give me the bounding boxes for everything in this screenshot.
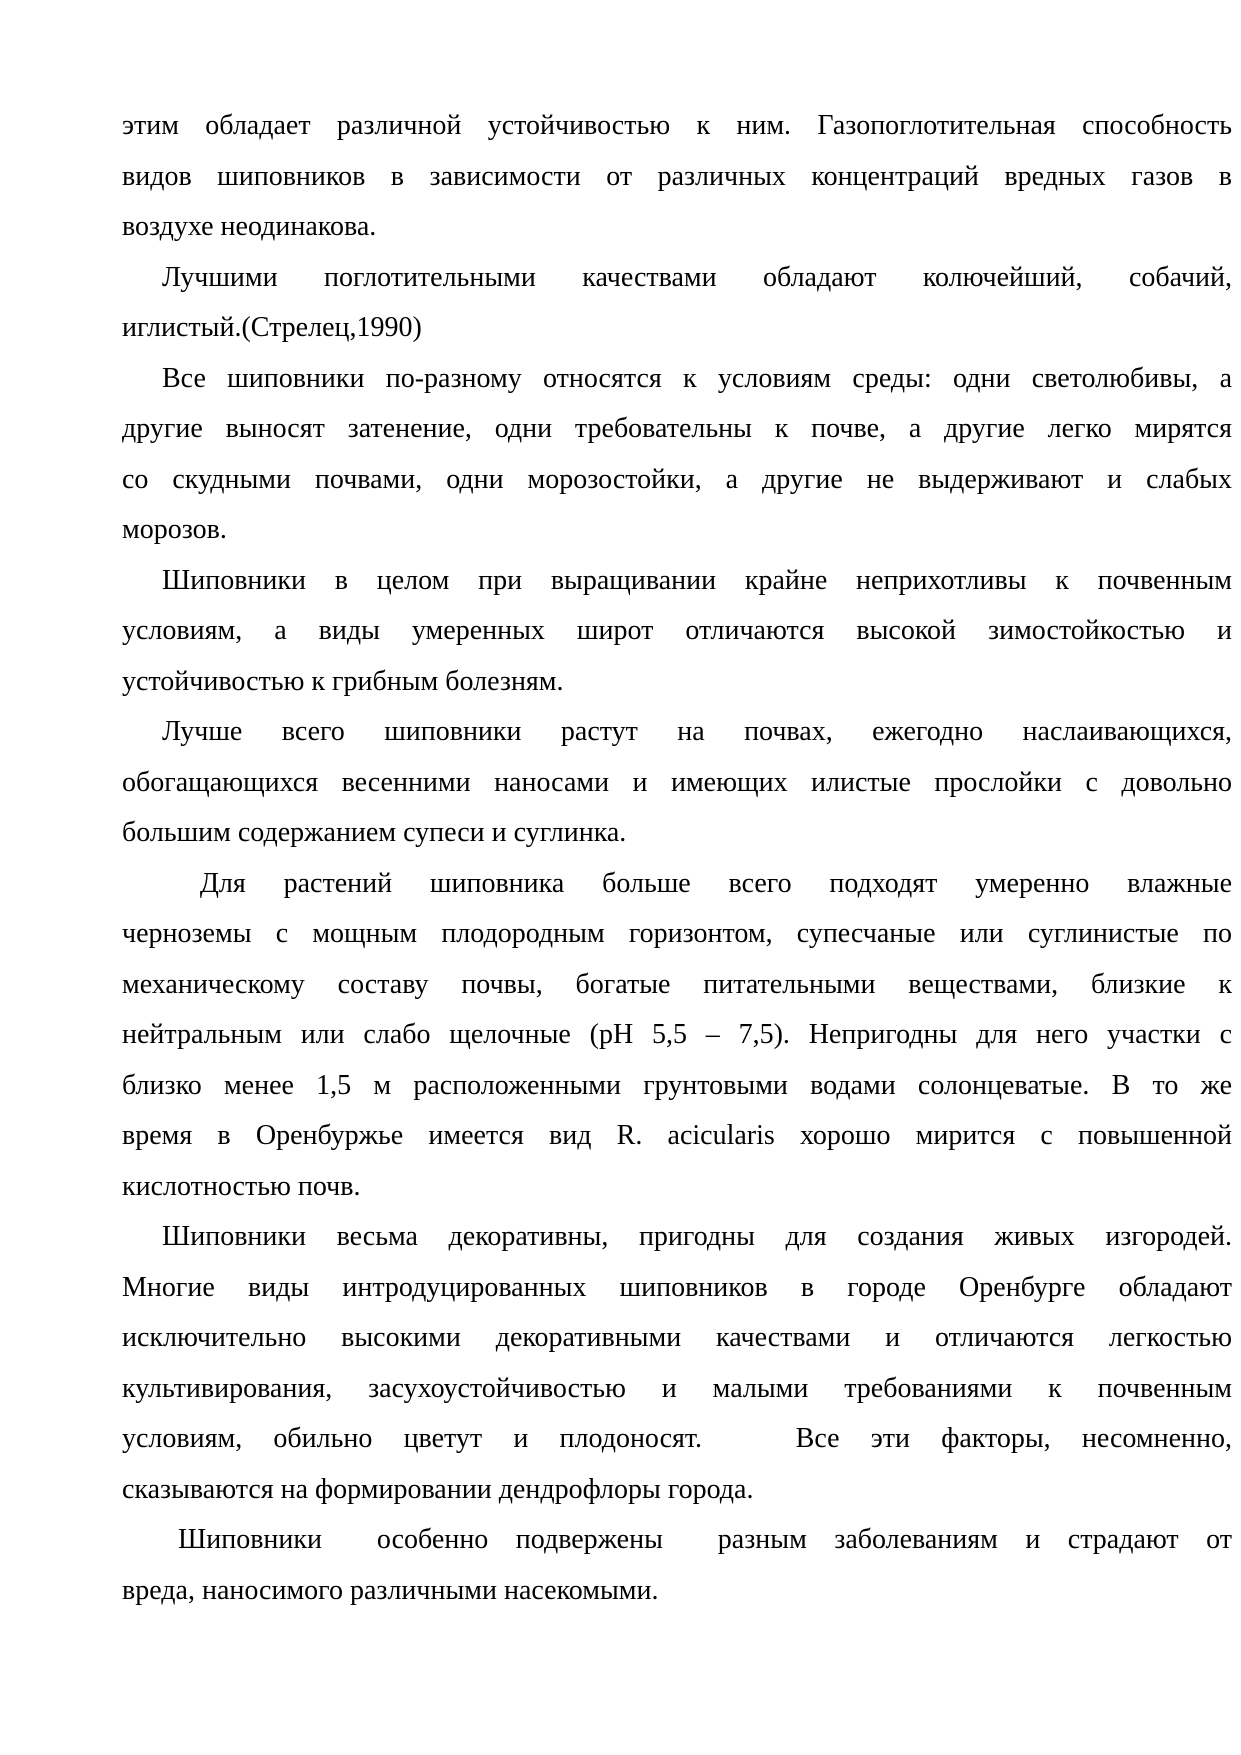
text-line: условиям, обильно цветут и плодоносят. Все эти факторы, несомненно, <box>122 1423 1232 1454</box>
paragraph <box>122 101 1232 253</box>
text-line: Шиповники весьма декоративны, пригодны для создания живых изгородей. <box>162 1221 1232 1252</box>
text-line: воздухе неодинакова. <box>122 211 377 242</box>
text-line: кислотностью почв. <box>122 1170 361 1202</box>
text-line: видов шиповников в зависимости от различных концентраций вредных газов в <box>122 160 1232 192</box>
paragraph <box>122 859 1232 1213</box>
text-line: сказываются на формировании дендрофлоры города. <box>122 1473 754 1505</box>
paragraph <box>122 1515 1232 1616</box>
paragraph <box>122 556 1232 708</box>
text-line: культивирования, засухоустойчивостью и малыми требованиями к почвенным <box>122 1372 1232 1404</box>
paragraph <box>122 253 1232 354</box>
text-line: Лучше всего шиповники растут на почвах, ежегодно наслаивающихся, <box>162 716 1232 747</box>
paragraph <box>122 707 1232 859</box>
text-line: Многие виды интродуцированных шиповников в городе Оренбурге обладают <box>122 1271 1232 1303</box>
text-line: со скудными почвами, одни морозостойки, а другие не выдерживают и слабых <box>122 463 1232 495</box>
text-line: этим обладает различной устойчивостью к ним. Газопоглотительная способность <box>122 110 1232 141</box>
text-line: исключительно высокими декоративными качествами и отличаются легкостью <box>122 1322 1232 1353</box>
text-line: Шиповники в целом при выращивании крайне неприхотливы к почвенным <box>162 564 1232 596</box>
text-line: иглистый.(Стрелец,1990) <box>122 312 422 343</box>
text-line: устойчивостью к грибным болезням. <box>122 665 564 697</box>
text-line: другие выносят затенение, одни требовательны к почве, а другие легко мирятся <box>122 413 1232 444</box>
text-line: Для растений шиповника больше всего подходят умеренно влажные <box>162 867 1232 899</box>
paragraph <box>122 354 1232 556</box>
document-body <box>122 101 1232 1616</box>
text-line: условиям, а виды умеренных широт отличаются высокой зимостойкостью и <box>122 615 1232 646</box>
text-line: механическому составу почвы, богатые питательными веществами, близкие к <box>122 968 1232 1000</box>
text-line: вреда, наносимого различными насекомыми. <box>122 1574 659 1606</box>
text-line: Лучшими поглотительными качествами обладают колючейший, собачий, <box>162 261 1232 293</box>
text-line: черноземы с мощным плодородным горизонтом, супесчаные или суглинистые по <box>122 918 1232 949</box>
text-line: нейтральным или слабо щелочные (рН 5,5 – 7,5). Непригодны для него участки с <box>122 1019 1232 1050</box>
text-line: Шиповники особенно подвержены разным заболеваниям и страдают от <box>178 1524 1232 1555</box>
text-line: обогащающихся весенними наносами и имеющих илистые прослойки с довольно <box>122 766 1232 798</box>
text-line: время в Оренбуржье имеется вид R. acicularis хорошо мирится с повышенной <box>122 1120 1232 1151</box>
paragraph <box>122 1212 1232 1515</box>
text-line: близко менее 1,5 м расположенными грунтовыми водами солонцеватые. В то же <box>122 1069 1232 1101</box>
text-line: Все шиповники по-разному относятся к условиям среды: одни светолюбивы, а <box>162 362 1232 394</box>
text-line: морозов. <box>122 514 227 545</box>
text-line: большим содержанием супеси и суглинка. <box>122 817 627 848</box>
